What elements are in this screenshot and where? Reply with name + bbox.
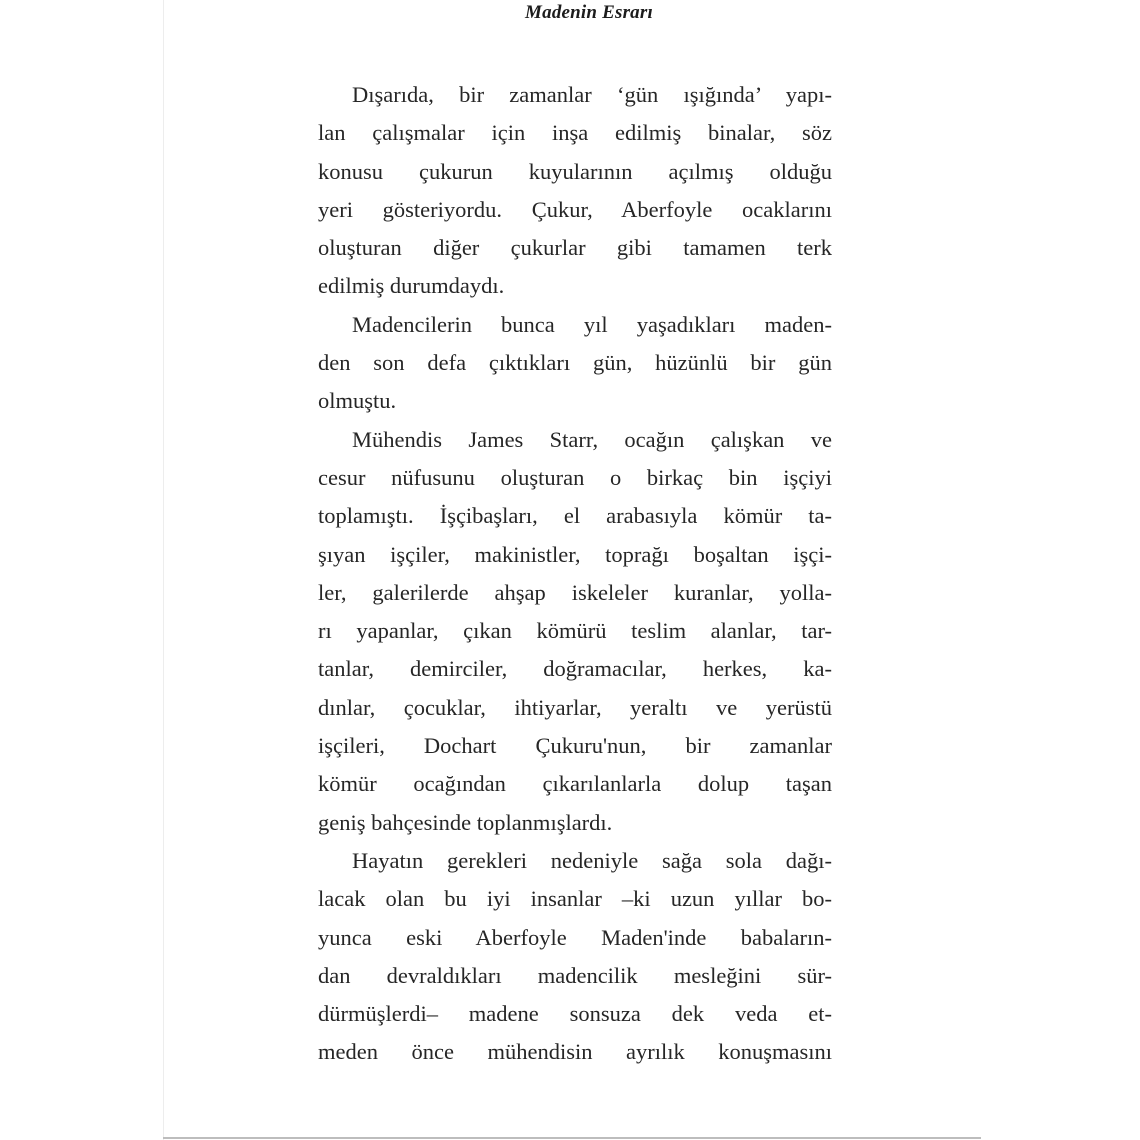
text-line: işçileri, Dochart Çukuru'nun, bir zamanlar bbox=[318, 733, 832, 759]
text-line: olmuştu. bbox=[318, 388, 397, 414]
text-line: lan çalışmalar için inşa edilmiş binalar, söz bbox=[318, 120, 832, 146]
text-line: oluşturan diğer çukurlar gibi tamamen terk bbox=[318, 235, 832, 261]
text-line: geniş bahçesinde toplanmışlardı. bbox=[318, 809, 613, 835]
text-line: yunca eski Aberfoyle Maden'inde babaların- bbox=[318, 924, 832, 950]
text-line: meden önce mühendisin ayrılık konuşmasını bbox=[318, 1039, 832, 1065]
text-line: den son defa çıktıkları gün, hüzünlü bir gün bbox=[318, 350, 832, 376]
paragraph-1 bbox=[318, 76, 832, 306]
running-header: Madenin Esrarı bbox=[525, 2, 653, 23]
text-line: Dışarıda, bir zamanlar ‘gün ışığında’ yapı- bbox=[352, 82, 832, 107]
gutter-line bbox=[163, 0, 164, 1140]
text-line: dan devraldıkları madencilik mesleğini sür- bbox=[318, 962, 832, 988]
text-line: toplamıştı. İşçibaşları, el arabasıyla kömür ta- bbox=[318, 503, 832, 529]
text-line: Hayatın gerekleri nedeniyle sağa sola dağı- bbox=[352, 847, 832, 873]
text-line: Madencilerin bunca yıl yaşadıkları maden- bbox=[352, 311, 832, 337]
body-text bbox=[318, 76, 832, 1072]
paragraph-4 bbox=[318, 842, 832, 1072]
text-line: rı yapanlar, çıkan kömürü teslim alanlar, tar- bbox=[318, 618, 832, 644]
text-line: lacak olan bu iyi insanlar –ki uzun yıllar bo- bbox=[318, 886, 832, 912]
paragraph-2 bbox=[318, 306, 832, 421]
text-line: cesur nüfusunu oluşturan o birkaç bin işçiyi bbox=[318, 464, 832, 490]
text-line: edilmiş durumdaydı. bbox=[318, 273, 505, 299]
paragraph-3 bbox=[318, 421, 832, 842]
text-line: tanlar, demirciler, doğramacılar, herkes, ka- bbox=[318, 656, 832, 682]
text-line: konusu çukurun kuyularının açılmış olduğu bbox=[318, 158, 832, 184]
text-line: dınlar, çocuklar, ihtiyarlar, yeraltı ve yerüstü bbox=[318, 694, 832, 720]
text-line: şıyan işçiler, makinistler, toprağı boşaltan işçi- bbox=[318, 541, 832, 567]
bottom-rule bbox=[163, 1137, 981, 1139]
text-line: Mühendis James Starr, ocağın çalışkan ve bbox=[352, 426, 832, 452]
text-line: yeri gösteriyordu. Çukur, Aberfoyle ocaklarını bbox=[318, 196, 832, 222]
text-line: ler, galerilerde ahşap iskeleler kuranlar, yolla- bbox=[318, 579, 832, 605]
text-line: kömür ocağından çıkarılanlarla dolup taşan bbox=[318, 771, 832, 797]
text-line: dürmüşlerdi– madene sonsuza dek veda et- bbox=[318, 1001, 832, 1027]
